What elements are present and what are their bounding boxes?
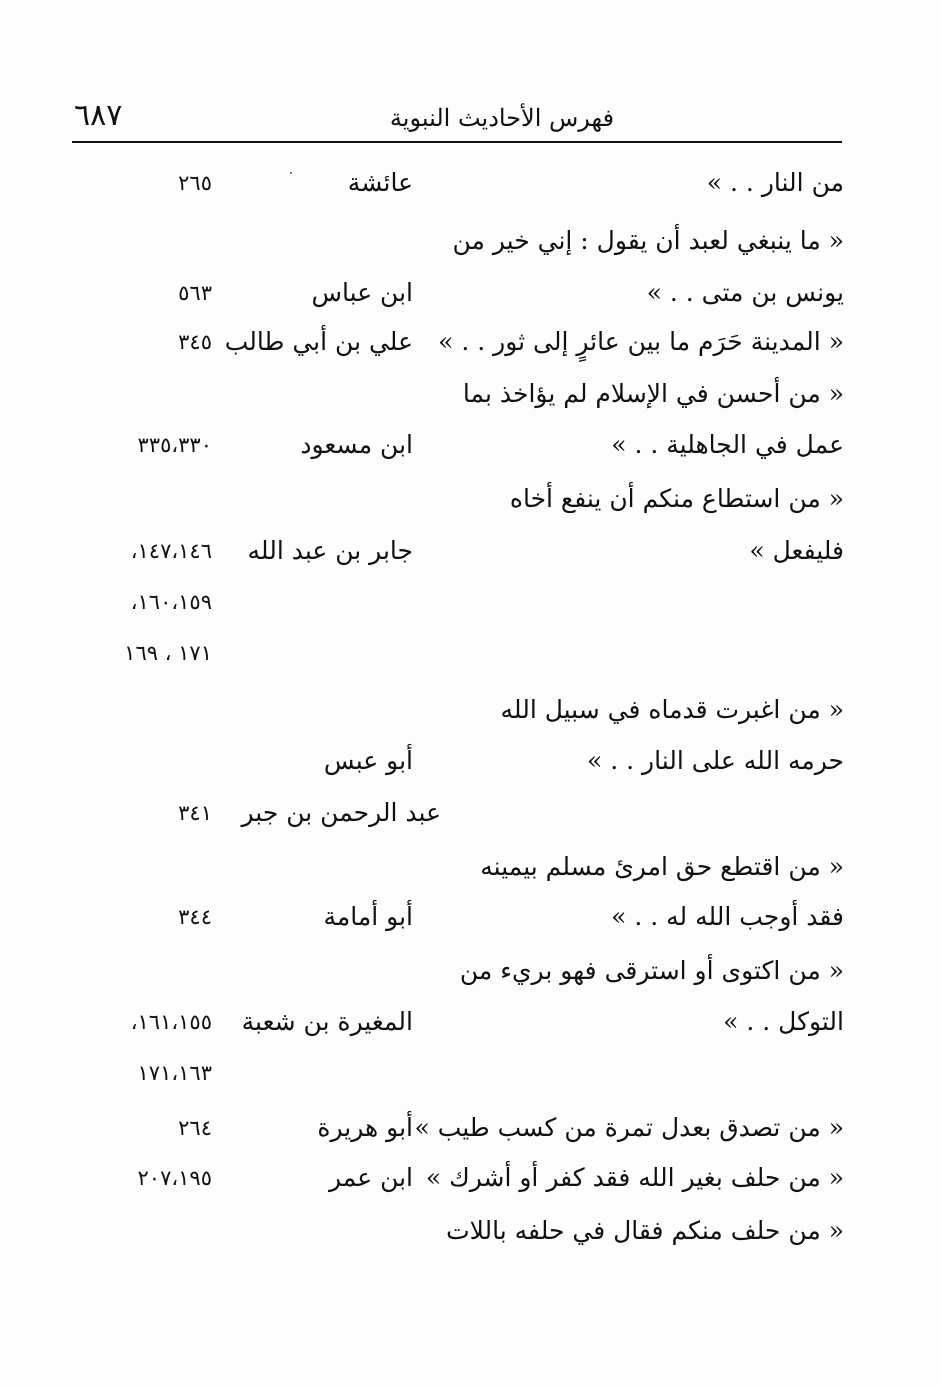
page-number: ٦٨٧ [74,98,123,133]
page-references: ٣٤٥ [178,330,212,354]
index-row [0,627,941,679]
page-references: ٣٣٥،٣٣٠ [137,433,212,457]
index-row [0,1047,941,1099]
index-row [0,473,941,525]
index-row [0,1152,941,1204]
hadith-text: عمل في الجاهلية . . » [611,430,844,459]
hadith-text: « من اقتطع حق امرئ مسلم بيمينه [480,852,844,881]
index-row [0,215,941,267]
hadith-text: فليفعل » [749,536,844,565]
page-references: ٣٤٤ [178,905,212,929]
index-row [0,267,941,319]
hadith-text: « من حلف بغير الله فقد كفر أو أشرك » [425,1163,844,1192]
index-row [0,1102,941,1154]
index-row [0,787,941,839]
narrator-name: أبو عبس [323,746,413,775]
hadith-text: « ما ينبغي لعبد أن يقول : إني خير من [452,226,844,255]
narrator-name: أبو هريرة [317,1113,413,1142]
hadith-text: التوكل . . » [723,1007,844,1036]
page-references: ١٧١ ، ١٦٩ [124,641,212,665]
narrator-name: عائشة [347,168,413,197]
narrator-name: علي بن أبي طالب [224,327,413,356]
index-row [0,316,941,368]
narrator-name: جابر بن عبد الله [247,536,413,565]
index-row [0,945,941,997]
hadith-text: « من حلف منكم فقال في حلفه باللات [446,1216,844,1245]
index-row [0,841,941,893]
hadith-text: « من اغبرت قدماه في سبيل الله [500,695,844,724]
page-references: ١٧١،١٦٣ [137,1061,212,1085]
hadith-text: « من اكتوى أو استرقى فهو بريء من [459,956,844,985]
narrator-name: ابن عباس [311,278,413,307]
page-references: ٣٤١ [178,801,212,825]
hadith-text: يونس بن متى . . » [646,278,844,307]
hadith-text: فقد أوجب الله له . . » [611,902,844,931]
hadith-text: حرمه الله على النار . . » [587,746,844,775]
hadith-text: من النار . . » [706,168,844,197]
narrator-name: ابن مسعود [300,430,413,459]
hadith-text: « المدينة حَرَم ما بين عائرٍ إلى ثور . . » [438,327,844,356]
index-row [0,525,941,577]
narrator-name: المغيرة بن شعبة [241,1007,413,1036]
hadith-text: « من أحسن في الإسلام لم يؤاخذ بما [462,379,844,408]
page-references: ٢٦٥ [178,171,212,195]
page-references: ٢٦٤ [178,1116,212,1140]
page-references: ١٦٠،١٥٩، [130,590,212,614]
hadith-text: « من استطاع منكم أن ينفع أخاه [509,484,844,513]
index-row [0,576,941,628]
index-row [0,157,941,209]
narrator-name: أبو أمامة [323,902,413,931]
index-row [0,368,941,420]
page-references: ٢٠٧،١٩٥ [137,1166,212,1190]
index-row [0,684,941,736]
page-references: ٥٦٣ [178,281,212,305]
index-row [0,1205,941,1257]
hadith-text: « من تصدق بعدل تمرة من كسب طيب » [414,1113,844,1142]
narrator-name: ابن عمر [328,1163,413,1192]
running-title: فهرس الأحاديث النبوية [389,104,615,132]
index-row [0,891,941,943]
page-references: ١٦١،١٥٥، [130,1010,212,1034]
index-row [0,996,941,1048]
page-references: ١٤٧،١٤٦، [130,539,212,563]
narrator-name: عبد الرحمن بن جبر [241,798,441,827]
index-row [0,735,941,787]
index-row [0,419,941,471]
